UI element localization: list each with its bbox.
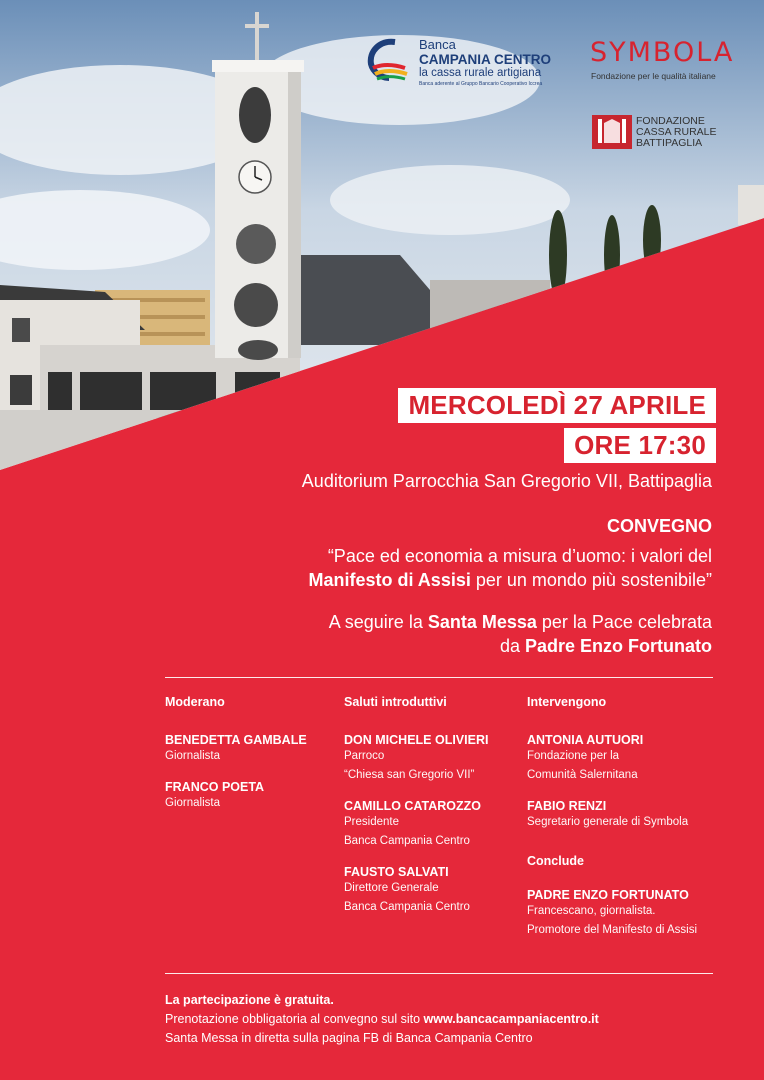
person-role: Banca Campania Centro <box>344 835 470 847</box>
event-title-line2 <box>308 568 712 592</box>
bank-name-2: CAMPANIA CENTRO <box>419 52 551 67</box>
person-role: Giornalista <box>165 797 220 809</box>
fondazione-book-icon <box>592 115 632 149</box>
footer-streaming: Santa Messa in diretta sulla pagina FB di Banca Campania Centro <box>165 1031 533 1045</box>
mass-line <box>329 610 712 634</box>
person-name: ANTONIA AUTUORI <box>527 733 644 747</box>
symbola-name: SYMBOLA <box>590 37 735 68</box>
person-role: Comunità Salernitana <box>527 769 638 781</box>
heading-saluti: Saluti introduttivi <box>344 695 447 709</box>
column-saluti <box>344 695 519 917</box>
person-name: FRANCO POETA <box>165 780 265 794</box>
fondazione-line3: BATTIPAGLIA <box>636 137 703 149</box>
website-link[interactable]: www.bancacampaniacentro.it <box>423 1012 599 1026</box>
divider-bottom <box>165 973 713 974</box>
event-date: MERCOLEDÌ 27 APRILE <box>398 388 716 423</box>
person-role: Banca Campania Centro <box>344 901 470 913</box>
title-line2-rest: per un mondo più sostenibile” <box>470 570 712 590</box>
fondazione-logo <box>592 115 732 155</box>
event-title-line1: “Pace ed economia a misura d’uomo: i valori del <box>327 546 712 566</box>
manifesto-name: Manifesto di Assisi <box>308 570 471 590</box>
celebrant-bold: Padre Enzo Fortunato <box>524 636 712 656</box>
celebrant-pre: da <box>499 636 525 656</box>
person-name: CAMILLO CATAROZZO <box>344 799 482 813</box>
bank-logo-mark-icon <box>365 38 411 82</box>
bank-logo <box>365 38 565 88</box>
person-role: “Chiesa san Gregorio VII” <box>344 769 475 781</box>
heading-intervengono: Intervengono <box>527 695 607 709</box>
event-venue: Auditorium Parrocchia San Gregorio VII, Battipaglia <box>301 471 712 491</box>
person-role: Promotore del Manifesto di Assisi <box>527 924 698 936</box>
bank-note: Banca aderente al Gruppo Bancario Cooperativo Iccrea <box>419 81 543 87</box>
bank-tagline: la cassa rurale artigiana <box>419 67 542 79</box>
event-time: ORE 17:30 <box>564 428 716 463</box>
fondazione-line1: FONDAZIONE <box>636 115 705 127</box>
person-role: Fondazione per la <box>527 750 620 762</box>
column-moderano <box>165 695 335 813</box>
person-role: Direttore Generale <box>344 882 439 894</box>
person-role: Francescano, giornalista. <box>527 905 656 917</box>
person-name: DON MICHELE OLIVIERI <box>344 733 489 747</box>
mass-bold: Santa Messa <box>427 612 537 632</box>
person-role: Parroco <box>344 750 385 762</box>
heading-moderano: Moderano <box>165 695 225 709</box>
footer-booking <box>165 1010 599 1029</box>
column-intervengono <box>527 695 727 940</box>
mass-pre: A seguire la <box>328 612 428 632</box>
symbola-tagline: Fondazione per le qualità italiane <box>591 71 716 81</box>
heading-conclude: Conclude <box>527 854 584 868</box>
person-name: PADRE ENZO FORTUNATO <box>527 888 689 902</box>
event-type: CONVEGNO <box>606 516 712 536</box>
bank-name-1: Banca <box>419 37 456 52</box>
person-name: FABIO RENZI <box>527 799 607 813</box>
person-name: BENEDETTA GAMBALE <box>165 733 307 747</box>
celebrant-line <box>500 634 712 658</box>
fondazione-line2: CASSA RURALE <box>636 126 717 138</box>
symbola-logo <box>590 37 735 88</box>
divider-top <box>165 677 713 678</box>
person-role: Giornalista <box>165 750 220 762</box>
person-name: FAUSTO SALVATI <box>344 865 449 879</box>
footer-free: La partecipazione è gratuita. <box>165 993 334 1007</box>
person-role: Presidente <box>344 816 399 828</box>
footer-booking-text: Prenotazione obbligatoria al convegno sul sito <box>165 1012 424 1026</box>
mass-post: per la Pace celebrata <box>536 612 712 632</box>
footer <box>165 991 599 1048</box>
person-role: Segretario generale di Symbola <box>527 816 689 828</box>
